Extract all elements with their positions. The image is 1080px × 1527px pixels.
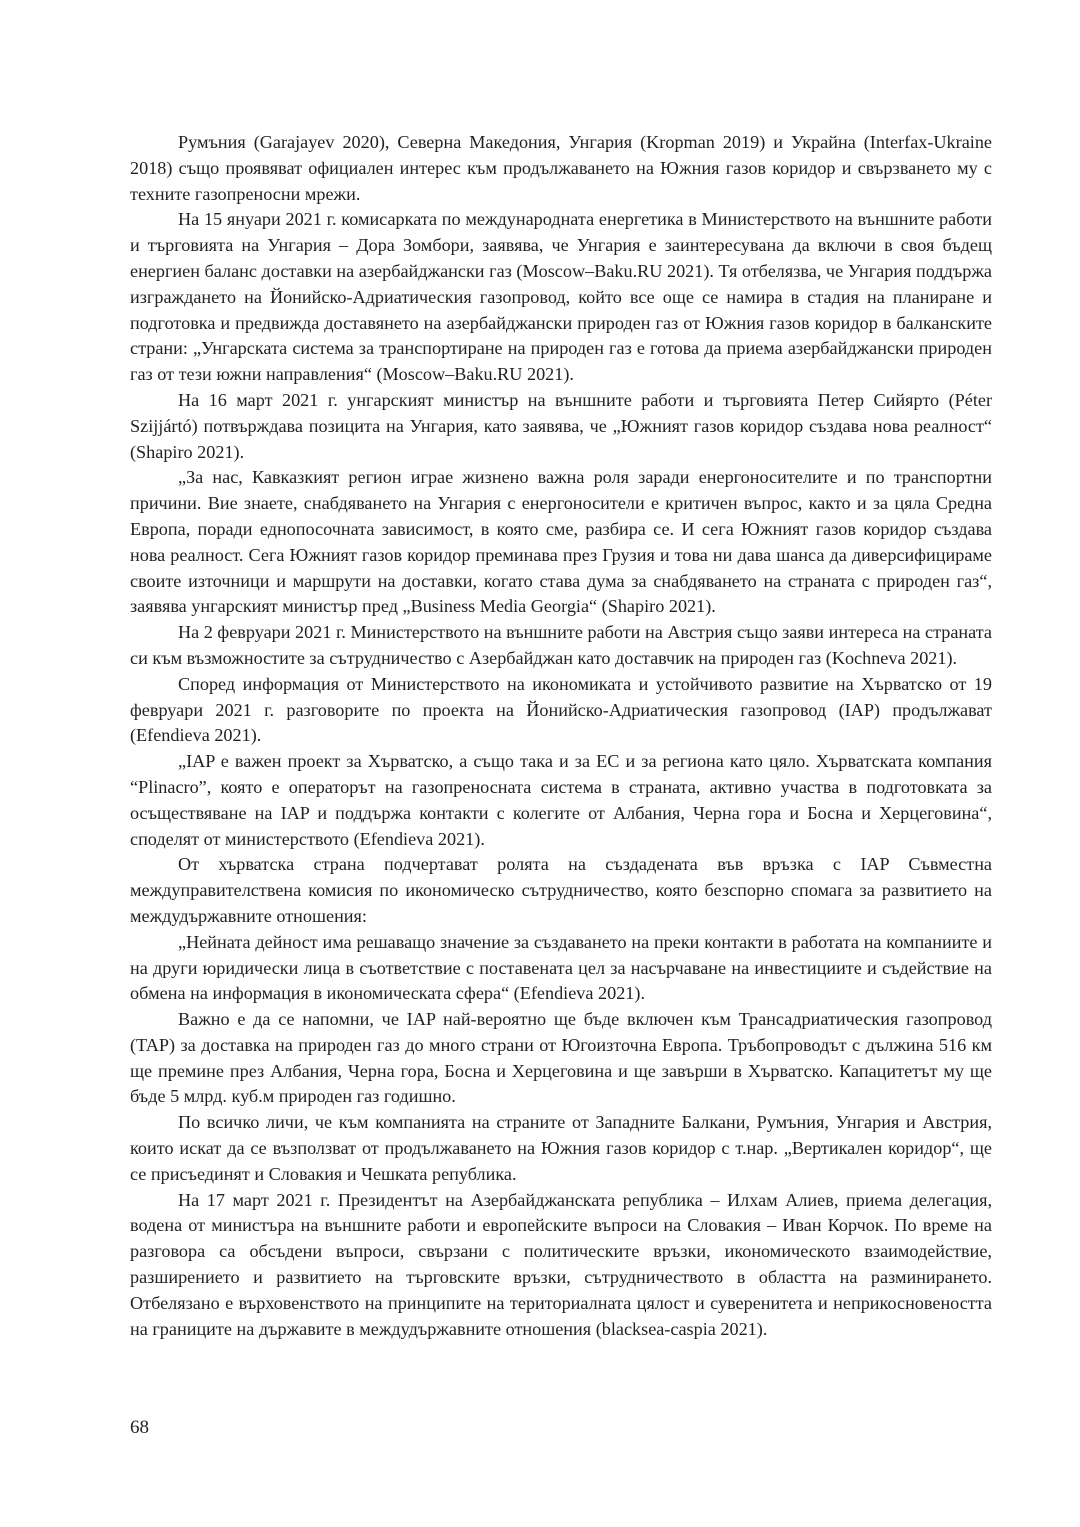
quote-paragraph: „IAP е важен проект за Хърватско, а също така и за ЕС и за региона като цяло. Хърватската компания “Plinacro”, която е операторът на газопреносната система в страната, активно участва в подготовката за осъществяване на IAP и поддържа контакти с колегите от Албания, Черна гора и Босна и Херцеговина“, споделят от министерството (Efendieva 2021). <box>130 751 992 849</box>
paragraph: На 16 март 2021 г. унгарският министър на външните работи и търговията Петер Сийярто (Péter Szijjártó) потвърждава позицита на Унгария, като заявява, че „Южният газов коридор създава нова реалност“ (Shapiro 2021). <box>130 389 992 462</box>
paragraph: На 15 януари 2021 г. комисарката по международната енергетика в Министерството на външните работи и търговията на Унгария – Дора Зомбори, заявява, че Унгария е заинтересувана да включи в своя бъдещ енергиен баланс доставки на азербайджански газ (Moscow–Baku.RU 2021). Тя отбелязва, че Унгария поддържа изграждането на Йонийско-Адриатическия газопровод, който все още се намира в стадия на планиране и подготовка и предвижда доставянето на азербайджански природен газ от Южния газов коридор в балканските страни: „Унгарската система за транспортиране на природен газ е готова да приема азербайджански природен газ от тези южни направления“ (Moscow–Baku.RU 2021). <box>130 209 992 385</box>
page-body-text <box>130 130 992 1342</box>
paragraph: Румъния (Garajayev 2020), Северна Македония, Унгария (Kropman 2019) и Украйна (Interfax-Ukraine 2018) също проявяват официален интерес към продължаването на Южния газов коридор и свързването му с техните газопреносни мрежи. <box>130 132 992 204</box>
quote-paragraph: „За нас, Кавказкият регион играе жизнено важна роля заради енергоносителите и по транспортни причини. Вие знаете, снабдяването на Унгария с енергоносители е критичен въпрос, както и за цяла Средна Европа, поради еднопосочната зависимост, в която сме, разбира се. И сега Южният газов коридор създава нова реалност. Сега Южният газов коридор преминава през Грузия и това ни дава шанса да диверсифицираме своите източници и маршрути на доставки, когато става дума за снабдяването на страната с природен газ“, заявява унгарският министър пред „Business Media Georgia“ (Shapiro 2021). <box>130 467 992 617</box>
paragraph: По всичко личи, че към компанията на страните от Западните Балкани, Румъния, Унгария и Австрия, които искат да се възползват от продължаването на Южния газов коридор с т.нар. „Вертикален коридор“, ще се присъединят и Словакия и Чешката република. <box>130 1112 992 1184</box>
paragraph: На 2 февруари 2021 г. Министерството на външните работи на Австрия също заяви интереса на страната си към възможностите за сътрудничество с Азербайджан като доставчик на природен газ (Kochneva 2021). <box>130 622 992 668</box>
quote-paragraph: „Нейната дейност има решаващо значение за създаването на преки контакти в работата на компаниите и на други юридически лица в съответствие с поставената цел за насърчаване на инвестициите и съдействие на обмена на информация в икономическата сфера“ (Efendieva 2021). <box>130 931 992 1004</box>
paragraph: От хърватска страна подчертават ролята на създадената във връзка с IAP Съвместна междуправителствена комисия по икономическо сътрудничество, която безспорно спомага за развитието на междудържавните отношения: <box>130 854 992 926</box>
page-number: 68 <box>130 1417 149 1438</box>
paragraph: На 17 март 2021 г. Президентът на Азербайджанската република – Илхам Алиев, приема делегация, водена от министъра на външните работи и европейските въпроси на Словакия – Иван Корчок. По време на разговора са обсъдени въпроси, свързани с политическите връзки, икономическото взаимодействие, разширението и развитието на търговските връзки, сътрудничеството в областта на разминирането. Отбелязано е върховенството на принципите на териториалната цялост и суверенитета и неприкосновеността на границите на държавите в междудържавните отношения (blacksea-caspia 2021). <box>130 1189 992 1339</box>
paragraph: Според информация от Министерството на икономиката и устойчивото развитие на Хърватско от 19 февруари 2021 г. разговорите по проекта на Йонийско-Адриатическия газопровод (IAP) продължават (Efendieva 2021). <box>130 673 992 746</box>
paragraph: Важно е да се напомни, че IAP най-вероятно ще бъде включен към Трансадриатическия газопровод (TAP) за доставка на природен газ до много страни от Югоизточна Европа. Тръбопроводът с дължина 516 км ще премине през Албания, Черна гора, Босна и Херцеговина и ще завърши в Хърватско. Капацитетът му ще бъде 5 млрд. куб.м природен газ годишно. <box>130 1009 992 1107</box>
